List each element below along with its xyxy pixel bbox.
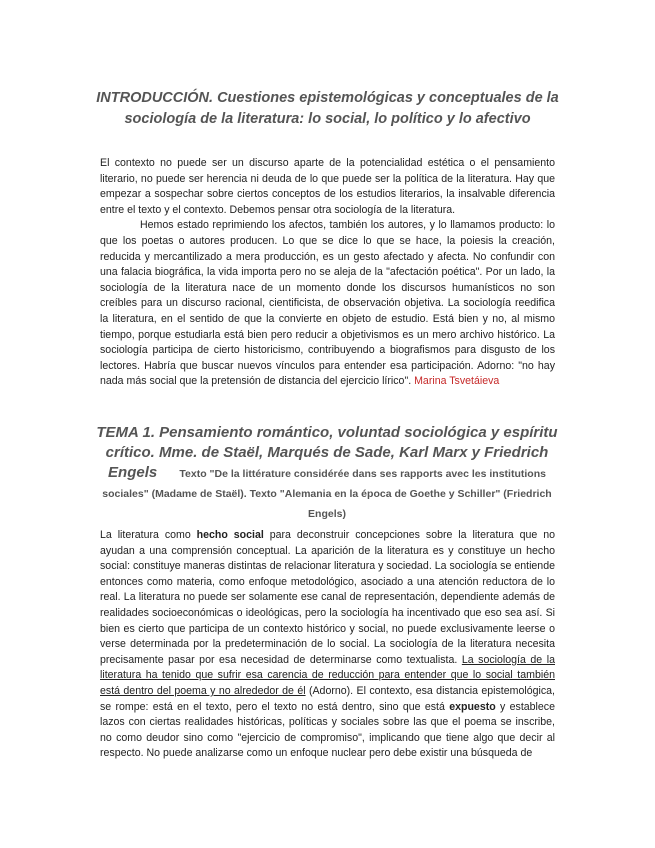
underlined-quote: La sociología de la literatura ha tenido que sufrir esa carencia de reducción para entender que lo social también está dentro del poema y no alrededor de él [100, 653, 555, 697]
intro-title: INTRODUCCIÓN. Cuestiones epistemológicas y conceptuales de la sociología de la literatura: lo social, lo político y lo afectivo [96, 90, 559, 127]
intro-body [100, 156, 555, 390]
intro-paragraph-2 [100, 218, 555, 390]
intro-paragraph-1: El contexto no puede ser un discurso aparte de la potencialidad estética o el pensamiento literario, no puede ser herencia ni deuda de lo que puede ser la política de la literatura. Hay que empezar a sospechar sobre ciertos conceptos de los estudios literarios, la insalvable diferencia entre el texto y el contexto. Debemos pensar otra sociología de la literatura. [100, 157, 555, 216]
tema1-paragraph [100, 528, 555, 762]
text-run: La literatura como [100, 529, 197, 541]
bold-term: hecho social [196, 529, 264, 541]
tema1-body [100, 528, 555, 762]
author-name-link: Marina Tsvetáieva [414, 375, 500, 388]
tema1-heading [92, 423, 562, 523]
text-run: y establece lazos con ciertas realidades históricas, políticas y sociales sobre las que el poema se inscribe, no como deudor sino como "ejercicio de compromiso", implicando que tiene algo que decir al respecto. No puede analizarse como un enfoque nuclear pero debe existir una búsqueda de [100, 700, 555, 760]
bold-term: expuesto [449, 700, 496, 713]
tema1-subtitle: Texto "De la littérature considérée dans ses rapports avec les institutions sociales" (Madame de Staël). Texto "Alemania en la época de Goethe y Schiller" (Friedrich Engels) [102, 468, 552, 520]
text-run: (Adorno). El contexto, esa distancia epistemológica, se rompe: está en el texto, pero el texto no está dentro, sino que está [100, 684, 555, 713]
intro-heading [96, 88, 559, 130]
tema1-title: TEMA 1. Pensamiento romántico, voluntad sociológica y espíritu crítico. Mme. de Staël, Marqués de Sade, Karl Marx y Friedrich Engels [96, 424, 558, 481]
intro-paragraph-2-text: Hemos estado reprimiendo los afectos, también los autores, y lo llamamos producto: lo que los poetas o autores producen. Lo que se dice lo que se hace, la poiesis la creación, reducida y mercantilizado a mera producción, es un gesto afectado y afecta. No confundir con una falacia biográfica, la vida importa pero no se aleja de la "afectación poética". Por un lado, la sociología de la literatura nace de un momento donde los discursos humanísticos no son creíbles para un discurso racional, cientificista, de observación objetiva. La sociología reedifica la literatura, en el sentido de que la convierte en objeto de estudio. Está bien y no, al mismo tiempo, porque estudiarla está bien pero reducir a objetivismos es un mero archivo histórico. La sociología participa de cierto historicismo, contribuyendo a biografismos para disgusto de los lectores. Habría que buscar nuevos vínculos para entender esa participación. Adorno: "no hay nada más social que la pretensión de distancia del ejercicio lírico". [100, 219, 555, 388]
text-run: para deconstruir concepciones sobre la literatura que no ayudan a una comprensión conceptual. La aparición de la literatura es y constituye un hecho social: constituye maneras distintas de relacionar literatura y sociedad. La sociología se entiende entonces como materia, como enfoque metodológico, asociado a una atención reductora de lo real. La literatura no puede ser solamente ese canal de representación, dependiente además de realidades socioeconómicas o ideológicas, pero la sociología ha incentivado que eso sea así. Si bien es cierto que participa de un contexto histórico y social, no puede exclusivamente leerse o verse determinada por la predeterminación de lo social. La sociología de la literatura necesita precisamente pasar por esa necesidad de determinarse como textualista. [100, 529, 555, 666]
